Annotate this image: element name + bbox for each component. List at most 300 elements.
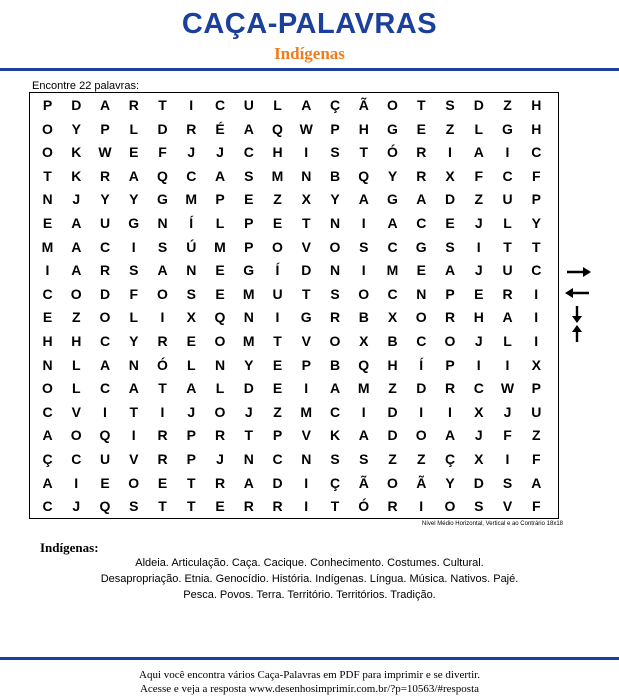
grid-letter[interactable]: M (357, 380, 370, 397)
grid-letter[interactable]: U (502, 262, 513, 279)
grid-letter[interactable]: S (359, 451, 369, 467)
grid-letter[interactable]: R (214, 427, 226, 444)
grid-letter[interactable]: J (72, 191, 81, 208)
grid-letter[interactable]: R (99, 262, 111, 279)
grid-letter[interactable]: B (387, 333, 398, 349)
grid-letter[interactable]: F (531, 451, 541, 467)
grid-letter[interactable]: D (416, 380, 427, 397)
grid-letter[interactable]: A (99, 97, 111, 113)
grid-letter[interactable]: A (128, 167, 139, 184)
grid-letter[interactable]: C (416, 215, 427, 231)
grid-letter[interactable]: K (329, 427, 341, 444)
grid-letter[interactable]: O (415, 427, 427, 444)
grid-letter[interactable]: K (71, 144, 82, 161)
grid-letter[interactable]: C (42, 285, 53, 302)
grid-letter[interactable]: D (387, 403, 398, 420)
grid-letter[interactable]: I (534, 285, 539, 302)
grid-letter[interactable]: A (243, 474, 254, 491)
grid-letter[interactable]: Z (273, 191, 282, 208)
grid-letter[interactable]: J (503, 403, 512, 420)
grid-letter[interactable]: N (186, 262, 197, 279)
grid-letter[interactable]: E (272, 215, 283, 231)
grid-letter[interactable]: S (445, 97, 455, 113)
grid-letter[interactable]: I (74, 474, 79, 491)
grid-letter[interactable]: I (131, 427, 136, 444)
grid-letter[interactable]: Y (71, 120, 81, 137)
grid-letter[interactable]: I (534, 333, 539, 349)
grid-letter[interactable]: V (301, 333, 311, 349)
grid-letter[interactable]: O (157, 285, 168, 302)
grid-letter[interactable]: E (272, 356, 283, 373)
grid-letter[interactable]: B (329, 167, 341, 184)
grid-letter[interactable]: P (445, 285, 455, 302)
grid-letter[interactable]: P (244, 238, 254, 255)
grid-letter[interactable]: X (359, 333, 369, 349)
grid-letter[interactable]: W (98, 144, 112, 161)
grid-letter[interactable]: F (158, 144, 167, 161)
grid-letter[interactable]: U (243, 97, 254, 113)
grid-letter[interactable]: N (329, 262, 341, 279)
grid-letter[interactable]: Z (503, 97, 512, 113)
grid-letter[interactable]: D (99, 285, 111, 302)
grid-letter[interactable]: F (474, 167, 484, 184)
grid-letter[interactable]: J (72, 498, 81, 515)
grid-letter[interactable]: C (243, 144, 254, 161)
grid-letter[interactable]: H (71, 333, 82, 349)
grid-letter[interactable]: C (473, 380, 484, 397)
grid-letter[interactable]: A (444, 427, 456, 444)
grid-letter[interactable]: J (216, 144, 224, 161)
grid-letter[interactable]: C (531, 144, 542, 161)
grid-letter[interactable]: R (416, 167, 427, 184)
grid-letter[interactable]: L (186, 356, 196, 373)
grid-letter[interactable]: Z (531, 427, 541, 444)
grid-letter[interactable]: T (330, 498, 340, 515)
grid-letter[interactable]: N (42, 191, 53, 208)
grid-letter[interactable]: S (474, 498, 484, 515)
grid-letter[interactable]: C (387, 285, 398, 302)
grid-letter[interactable]: F (503, 427, 512, 444)
grid-letter[interactable]: I (275, 309, 280, 326)
grid-letter[interactable]: L (129, 120, 139, 137)
grid-letter[interactable]: I (419, 403, 424, 420)
grid-letter[interactable]: R (329, 309, 341, 326)
grid-letter[interactable]: Z (273, 403, 282, 420)
grid-letter[interactable]: M (242, 285, 255, 302)
grid-letter[interactable]: Ó (387, 144, 398, 161)
grid-letter[interactable]: P (215, 191, 225, 208)
grid-letter[interactable]: O (358, 285, 370, 302)
grid-letter[interactable]: P (531, 380, 541, 397)
grid-letter[interactable]: J (244, 403, 253, 420)
grid-letter[interactable]: C (71, 451, 82, 467)
grid-letter[interactable]: E (215, 285, 225, 302)
grid-letter[interactable]: I (419, 498, 424, 515)
grid-letter[interactable]: C (387, 238, 398, 255)
grid-letter[interactable]: Ç (42, 451, 53, 467)
grid-letter[interactable]: V (301, 238, 311, 255)
grid-letter[interactable]: Y (387, 167, 398, 184)
grid-letter[interactable]: Q (214, 309, 226, 326)
grid-letter[interactable]: R (128, 97, 139, 113)
grid-letter[interactable]: A (71, 215, 82, 231)
grid-letter[interactable]: A (358, 191, 369, 208)
grid-letter[interactable]: N (301, 167, 312, 184)
grid-letter[interactable]: Ç (329, 97, 341, 113)
grid-letter[interactable]: I (534, 309, 539, 326)
grid-letter[interactable]: T (244, 427, 254, 444)
grid-letter[interactable]: A (444, 262, 456, 279)
grid-letter[interactable]: O (387, 97, 398, 113)
grid-letter[interactable]: J (187, 144, 196, 161)
grid-letter[interactable]: O (444, 498, 456, 515)
grid-letter[interactable]: T (273, 333, 282, 349)
grid-letter[interactable]: Q (272, 120, 283, 137)
grid-letter[interactable]: X (387, 309, 398, 326)
grid-letter[interactable]: A (301, 97, 312, 113)
grid-letter[interactable]: G (502, 120, 513, 137)
grid-letter[interactable]: V (502, 498, 513, 515)
grid-letter[interactable]: L (129, 309, 139, 326)
grid-letter[interactable]: B (358, 309, 369, 326)
grid-letter[interactable]: E (272, 380, 283, 397)
grid-letter[interactable]: P (186, 451, 196, 467)
grid-letter[interactable]: G (157, 191, 168, 208)
grid-letter[interactable]: M (41, 238, 54, 255)
grid-letter[interactable]: R (99, 167, 111, 184)
grid-letter[interactable]: N (416, 285, 427, 302)
grid-letter[interactable]: Y (100, 191, 110, 208)
grid-letter[interactable]: S (186, 285, 196, 302)
grid-letter[interactable]: B (329, 356, 341, 373)
grid-letter[interactable]: M (300, 403, 313, 420)
grid-letter[interactable]: P (301, 356, 311, 373)
grid-letter[interactable]: I (361, 262, 366, 279)
grid-letter[interactable]: A (214, 167, 226, 184)
grid-letter[interactable]: O (42, 120, 53, 137)
grid-letter[interactable]: I (361, 403, 366, 420)
grid-letter[interactable]: N (214, 356, 226, 373)
grid-letter[interactable]: C (502, 167, 513, 184)
grid-letter[interactable]: N (243, 309, 254, 326)
grid-letter[interactable]: R (502, 285, 513, 302)
grid-letter[interactable]: C (531, 262, 542, 279)
grid-letter[interactable]: U (99, 451, 111, 467)
grid-letter[interactable]: S (445, 238, 455, 255)
grid-letter[interactable]: E (42, 215, 53, 231)
grid-letter[interactable]: A (186, 380, 197, 397)
grid-letter[interactable]: Z (388, 380, 397, 397)
grid-letter[interactable]: I (476, 238, 481, 255)
grid-letter[interactable]: E (157, 474, 168, 491)
grid-letter[interactable]: T (416, 97, 426, 113)
grid-letter[interactable]: I (361, 215, 366, 231)
grid-letter[interactable]: C (186, 167, 197, 184)
grid-letter[interactable]: W (500, 380, 515, 397)
grid-letter[interactable]: C (214, 97, 226, 113)
grid-letter[interactable]: Y (129, 191, 139, 208)
grid-letter[interactable]: D (71, 97, 82, 113)
grid-letter[interactable]: J (474, 427, 483, 444)
grid-letter[interactable]: G (128, 215, 140, 231)
grid-letter[interactable]: T (359, 144, 369, 161)
grid-letter[interactable]: S (330, 285, 340, 302)
grid-letter[interactable]: I (189, 97, 194, 113)
grid-letter[interactable]: E (416, 120, 426, 137)
grid-letter[interactable]: D (301, 262, 312, 279)
grid-letter[interactable]: G (387, 120, 398, 137)
grid-letter[interactable]: A (387, 215, 398, 231)
grid-letter[interactable]: G (415, 238, 427, 255)
grid-letter[interactable]: Í (275, 262, 280, 279)
grid-letter[interactable]: I (45, 262, 50, 279)
grid-letter[interactable]: N (243, 451, 254, 467)
grid-letter[interactable]: D (444, 191, 456, 208)
grid-letter[interactable]: C (416, 333, 427, 349)
grid-letter[interactable]: P (445, 356, 455, 373)
grid-letter[interactable]: E (42, 309, 53, 326)
grid-letter[interactable]: I (505, 451, 510, 467)
grid-letter[interactable]: R (444, 380, 456, 397)
grid-letter[interactable]: Ã (416, 474, 427, 491)
grid-letter[interactable]: Y (129, 333, 139, 349)
grid-letter[interactable]: R (243, 498, 254, 515)
grid-letter[interactable]: U (272, 285, 283, 302)
grid-letter[interactable]: A (473, 144, 484, 161)
grid-letter[interactable]: G (300, 309, 312, 326)
grid-letter[interactable]: G (243, 262, 255, 279)
grid-letter[interactable]: R (272, 498, 283, 515)
grid-letter[interactable]: C (99, 380, 111, 397)
grid-letter[interactable]: S (244, 167, 254, 184)
grid-letter[interactable]: Y (445, 474, 455, 491)
grid-letter[interactable]: I (160, 309, 165, 326)
grid-letter[interactable]: L (71, 356, 81, 373)
grid-letter[interactable]: A (502, 309, 513, 326)
grid-letter[interactable]: E (474, 285, 484, 302)
grid-letter[interactable]: Z (445, 120, 455, 137)
grid-letter[interactable]: S (129, 498, 139, 515)
grid-letter[interactable]: X (445, 167, 455, 184)
grid-letter[interactable]: R (157, 451, 168, 467)
grid-letter[interactable]: O (272, 238, 283, 255)
grid-letter[interactable]: D (272, 474, 283, 491)
grid-letter[interactable]: X (186, 309, 196, 326)
grid-letter[interactable]: T (43, 167, 52, 184)
grid-letter[interactable]: I (476, 356, 481, 373)
grid-letter[interactable]: O (42, 380, 53, 397)
grid-letter[interactable]: I (304, 380, 309, 397)
grid-letter[interactable]: U (502, 191, 513, 208)
grid-letter[interactable]: Y (531, 215, 541, 231)
grid-letter[interactable]: A (243, 120, 254, 137)
grid-letter[interactable]: Ç (444, 451, 456, 467)
grid-letter[interactable]: Ã (358, 97, 369, 113)
grid-letter[interactable]: O (99, 309, 111, 326)
grid-letter[interactable]: M (386, 262, 399, 279)
grid-letter[interactable]: I (160, 403, 165, 420)
grid-letter[interactable]: Z (388, 451, 397, 467)
grid-letter[interactable]: L (273, 97, 282, 113)
grid-letter[interactable]: D (243, 380, 254, 397)
grid-letter[interactable]: P (186, 427, 196, 444)
grid-letter[interactable]: X (474, 451, 484, 467)
grid-letter[interactable]: O (329, 238, 341, 255)
grid-letter[interactable]: A (42, 474, 53, 491)
grid-letter[interactable]: M (271, 167, 284, 184)
grid-letter[interactable]: M (242, 333, 255, 349)
grid-letter[interactable]: Ã (358, 474, 369, 491)
grid-letter[interactable]: A (71, 238, 82, 255)
grid-letter[interactable]: L (215, 380, 225, 397)
grid-letter[interactable]: C (42, 498, 53, 515)
grid-letter[interactable]: A (42, 427, 53, 444)
grid-letter[interactable]: N (329, 215, 341, 231)
grid-letter[interactable]: L (503, 215, 512, 231)
grid-letter[interactable]: P (100, 120, 110, 137)
grid-letter[interactable]: É (215, 120, 225, 137)
grid-letter[interactable]: I (505, 144, 510, 161)
grid-letter[interactable]: J (187, 403, 196, 420)
grid-letter[interactable]: H (387, 356, 398, 373)
grid-letter[interactable]: Í (419, 356, 424, 373)
grid-letter[interactable]: O (387, 474, 398, 491)
grid-letter[interactable]: F (129, 285, 139, 302)
grid-letter[interactable]: I (103, 403, 107, 420)
grid-letter[interactable]: H (531, 120, 542, 137)
grid-letter[interactable]: X (301, 191, 311, 208)
grid-letter[interactable]: L (474, 120, 484, 137)
grid-letter[interactable]: Q (99, 498, 111, 515)
grid-letter[interactable]: T (158, 380, 167, 397)
grid-letter[interactable]: R (214, 474, 226, 491)
grid-letter[interactable]: N (157, 215, 168, 231)
grid-letter[interactable]: S (330, 451, 340, 467)
grid-letter[interactable]: D (473, 97, 484, 113)
grid-letter[interactable]: T (301, 215, 311, 231)
grid-letter[interactable]: S (330, 144, 340, 161)
grid-letter[interactable]: A (329, 380, 341, 397)
grid-letter[interactable]: U (99, 215, 111, 231)
grid-letter[interactable]: S (359, 238, 369, 255)
grid-letter[interactable]: A (71, 262, 82, 279)
grid-letter[interactable]: T (531, 238, 541, 255)
grid-letter[interactable]: O (415, 309, 427, 326)
grid-letter[interactable]: I (448, 144, 452, 161)
grid-letter[interactable]: H (272, 144, 283, 161)
grid-letter[interactable]: D (473, 474, 484, 491)
grid-letter[interactable]: H (358, 120, 369, 137)
grid-letter[interactable]: R (157, 333, 168, 349)
grid-letter[interactable]: Q (99, 427, 111, 444)
grid-letter[interactable]: L (503, 333, 512, 349)
grid-letter[interactable]: M (185, 191, 198, 208)
grid-letter[interactable]: J (216, 451, 224, 467)
grid-letter[interactable]: F (531, 167, 541, 184)
grid-letter[interactable]: C (329, 403, 341, 420)
grid-letter[interactable]: Z (474, 191, 484, 208)
grid-letter[interactable]: W (299, 120, 313, 137)
grid-letter[interactable]: Q (157, 167, 168, 184)
grid-letter[interactable]: E (215, 498, 225, 515)
grid-letter[interactable]: X (531, 356, 541, 373)
grid-letter[interactable]: X (474, 403, 484, 420)
grid-letter[interactable]: V (301, 427, 311, 444)
grid-letter[interactable]: Z (416, 451, 426, 467)
grid-letter[interactable]: O (70, 285, 82, 302)
grid-letter[interactable]: P (330, 120, 340, 137)
grid-letter[interactable]: H (473, 309, 484, 326)
grid-letter[interactable]: S (157, 238, 168, 255)
grid-letter[interactable]: N (128, 356, 139, 373)
grid-letter[interactable]: L (71, 380, 81, 397)
grid-letter[interactable]: R (444, 309, 456, 326)
grid-letter[interactable]: O (329, 333, 341, 349)
grid-letter[interactable]: A (358, 427, 369, 444)
grid-letter[interactable]: E (244, 191, 254, 208)
grid-letter[interactable]: Z (71, 309, 81, 326)
grid-letter[interactable]: I (131, 238, 136, 255)
grid-letter[interactable]: G (387, 191, 398, 208)
grid-letter[interactable]: U (531, 403, 542, 420)
grid-letter[interactable]: A (416, 191, 427, 208)
grid-letter[interactable]: Ó (358, 498, 370, 515)
grid-letter[interactable]: O (214, 403, 226, 420)
grid-letter[interactable]: Q (358, 167, 370, 184)
grid-letter[interactable]: T (158, 498, 167, 515)
grid-letter[interactable]: O (214, 333, 226, 349)
grid-letter[interactable]: C (272, 451, 283, 467)
grid-letter[interactable]: E (186, 333, 196, 349)
grid-letter[interactable]: P (244, 215, 254, 231)
grid-letter[interactable]: V (71, 403, 81, 420)
grid-letter[interactable]: P (42, 97, 53, 113)
grid-letter[interactable]: T (158, 97, 167, 113)
grid-letter[interactable]: K (71, 167, 82, 184)
grid-letter[interactable]: J (474, 215, 483, 231)
grid-letter[interactable]: R (416, 144, 427, 161)
grid-letter[interactable]: S (502, 474, 513, 491)
grid-letter[interactable]: O (42, 144, 53, 161)
grid-letter[interactable]: I (304, 498, 309, 515)
grid-letter[interactable]: J (474, 262, 483, 279)
grid-letter[interactable]: T (186, 474, 196, 491)
grid-letter[interactable]: I (304, 144, 309, 161)
grid-letter[interactable]: E (416, 262, 426, 279)
grid-letter[interactable]: H (531, 97, 542, 113)
grid-letter[interactable]: T (503, 238, 512, 255)
grid-letter[interactable]: J (474, 333, 483, 349)
grid-letter[interactable]: Y (244, 356, 254, 373)
grid-letter[interactable]: C (99, 238, 111, 255)
grid-letter[interactable]: I (448, 403, 452, 420)
grid-letter[interactable]: V (129, 451, 139, 467)
grid-letter[interactable]: P (531, 191, 541, 208)
grid-letter[interactable]: R (157, 427, 168, 444)
grid-letter[interactable]: E (100, 474, 110, 491)
grid-letter[interactable]: I (505, 356, 510, 373)
grid-letter[interactable]: Ó (157, 356, 168, 373)
grid-letter[interactable]: L (215, 215, 225, 231)
grid-letter[interactable]: Y (330, 191, 340, 208)
grid-letter[interactable]: F (531, 498, 541, 515)
grid-letter[interactable]: E (129, 144, 139, 161)
grid-letter[interactable]: O (128, 474, 140, 491)
grid-letter[interactable]: C (42, 403, 53, 420)
grid-letter[interactable]: Q (358, 356, 370, 373)
grid-letter[interactable]: H (42, 333, 53, 349)
grid-letter[interactable]: T (301, 285, 311, 302)
